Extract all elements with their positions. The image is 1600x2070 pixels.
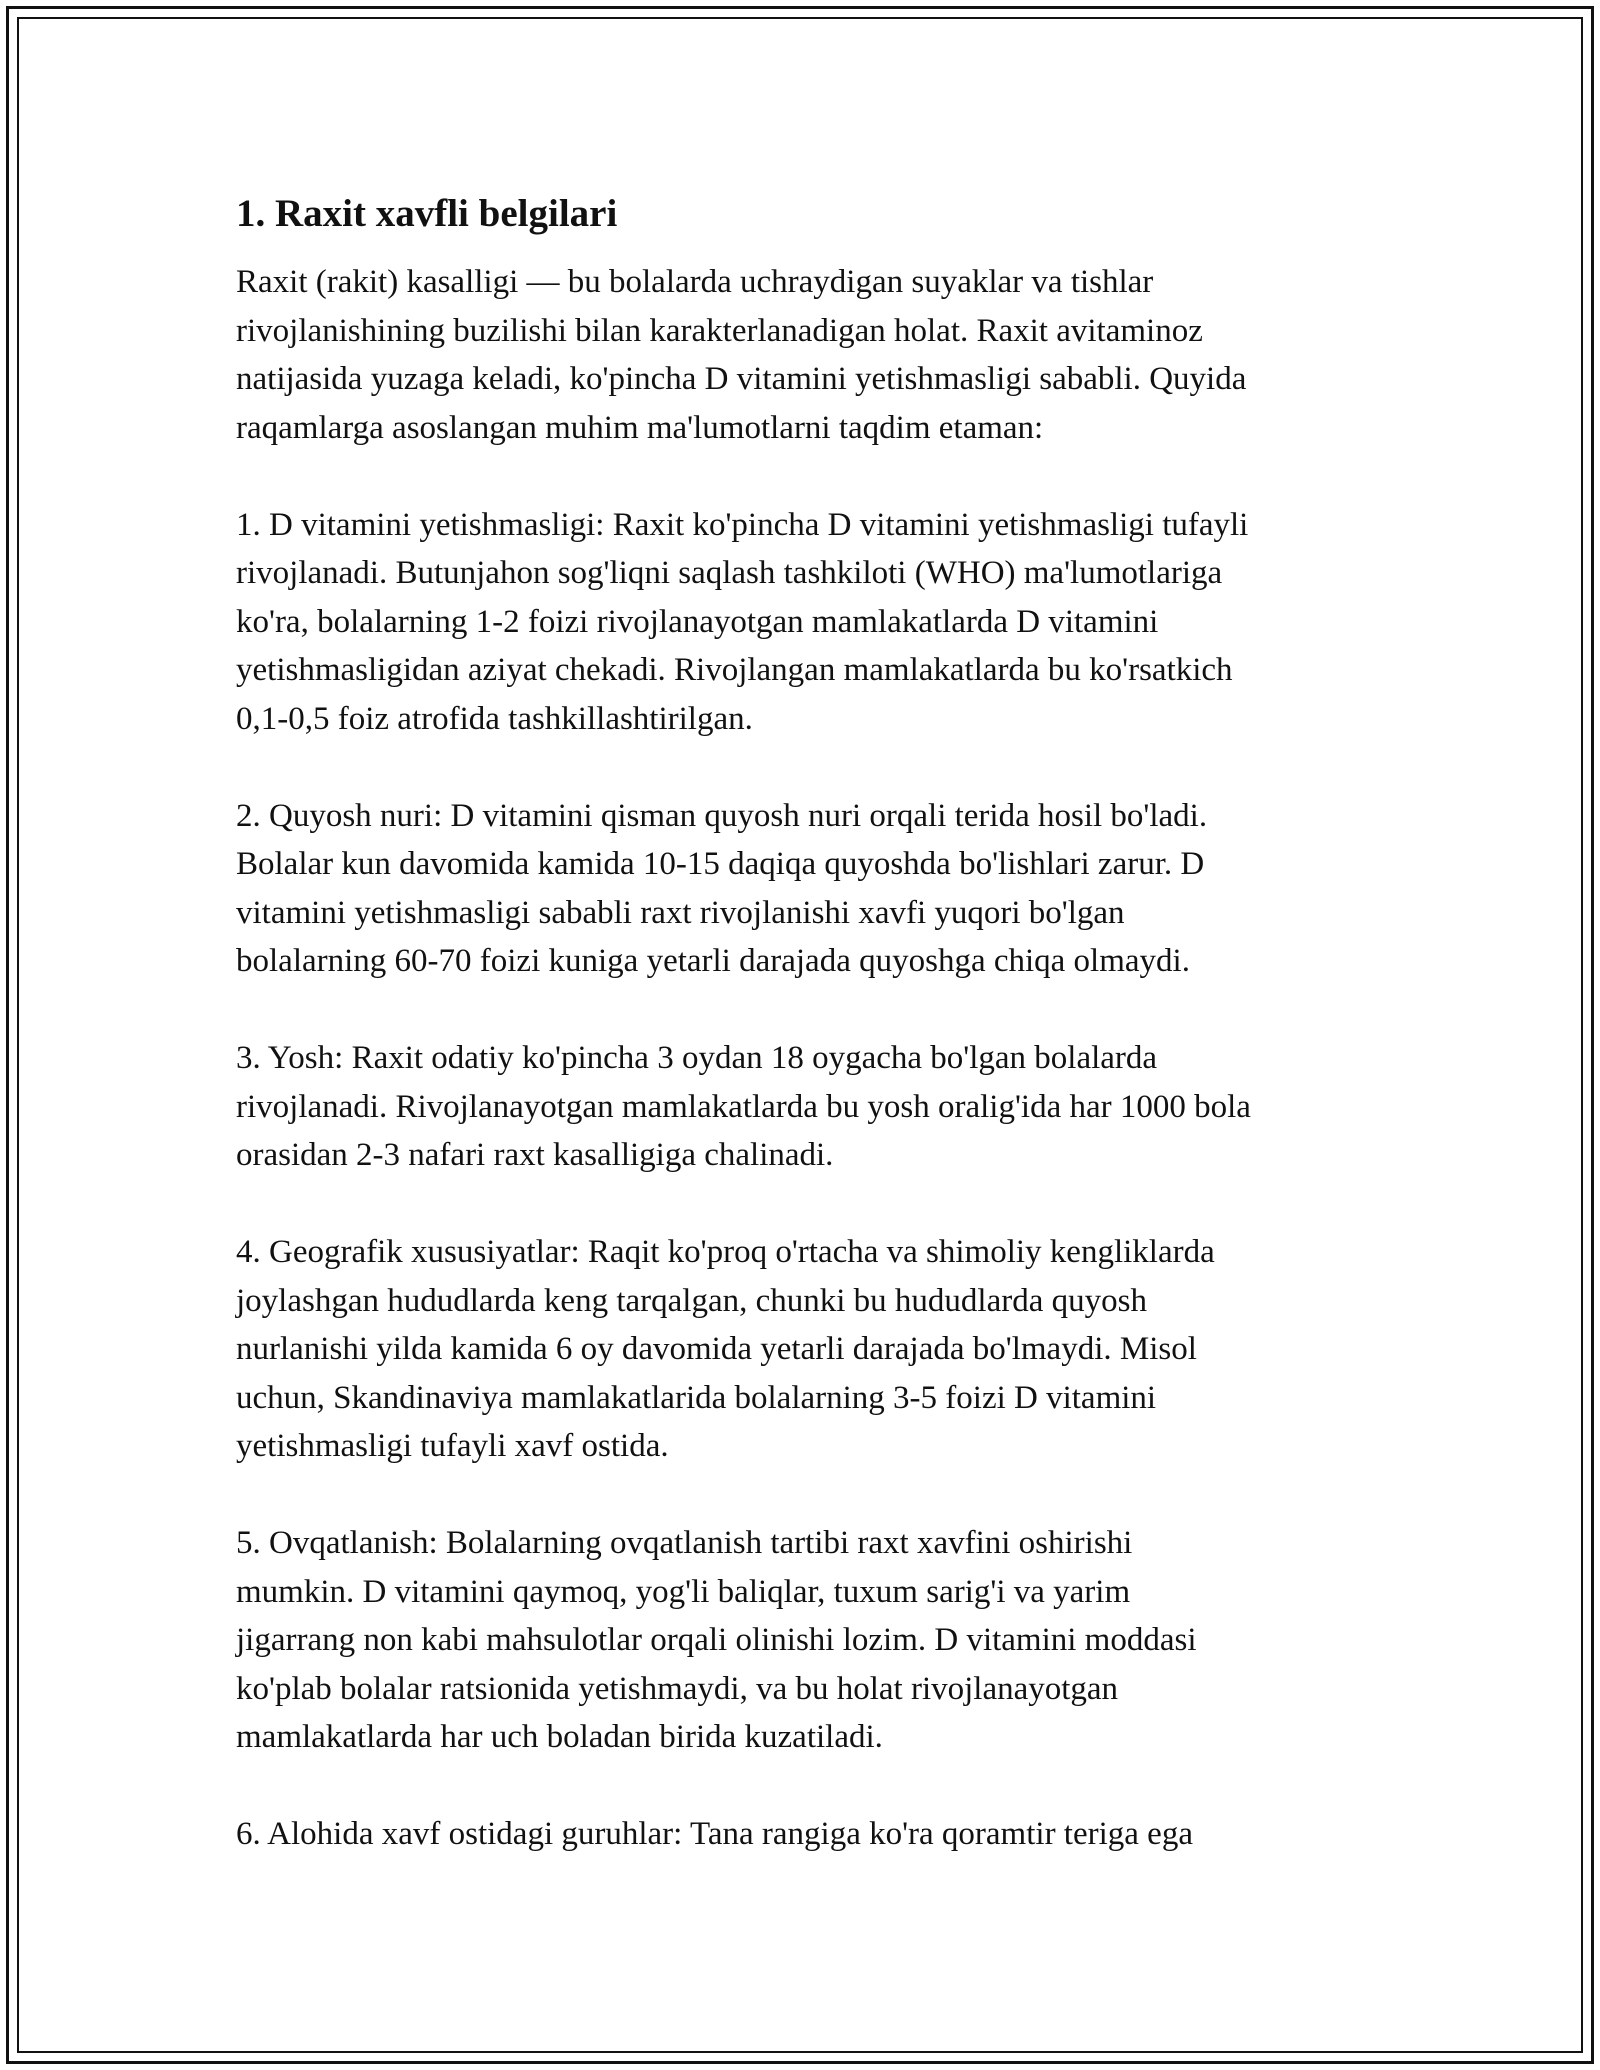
paragraph-line: joylashgan hududlarda keng tarqalgan, chunki bu hududlarda quyosh <box>236 1282 1147 1319</box>
paragraph-line: raqamlarga asoslangan muhim ma'lumotlarni taqdim etaman: <box>236 409 1044 446</box>
paragraph-6 <box>236 1519 1376 1762</box>
paragraph-line: uchun, Skandinaviya mamlakatlarida bolalarning 3-5 foizi D vitamini <box>236 1379 1157 1416</box>
paragraph-line: nurlanishi yilda kamida 6 oy davomida yetarli darajada bo'lmaydi. Misol <box>236 1331 1197 1367</box>
paragraph-line: yetishmasligidan aziyat chekadi. Rivojlangan mamlakatlarda bu ko'rsatkich <box>236 652 1233 688</box>
paragraph-line: vitamini yetishmasligi sababli raxt rivojlanishi xavfi yuqori bo'lgan <box>236 894 1125 931</box>
paragraph-list <box>236 258 1376 1859</box>
paragraph-line: rivojlanadi. Butunjahon sog'liqni saqlash tashkiloti (WHO) ma'lumotlariga <box>236 555 1223 591</box>
paragraph-line: 1. D vitamini yetishmasligi: Raxit ko'pincha D vitamini yetishmasligi tufayli <box>236 506 1249 543</box>
paragraph-7 <box>236 1810 1376 1859</box>
paragraph-4 <box>236 1034 1376 1180</box>
paragraph-2 <box>236 501 1376 744</box>
paragraph-line: jigarrang non kabi mahsulotlar orqali olinishi lozim. D vitamini moddasi <box>236 1622 1197 1658</box>
paragraph-line: ko'plab bolalar ratsionida yetishmaydi, va bu holat rivojlanayotgan <box>236 1670 1119 1707</box>
paragraph-line: 5. Ovqatlanish: Bolalarning ovqatlanish tartibi raxt xavfini oshirishi <box>236 1525 1133 1561</box>
paragraph-line: natijasida yuzaga keladi, ko'pincha D vitamini yetishmasligi sababli. Quyida <box>236 361 1247 397</box>
paragraph-line: 2. Quyosh nuri: D vitamini qisman quyosh nuri orqali terida hosil bo'ladi. <box>236 797 1208 834</box>
paragraph-line: bolalarning 60-70 foizi kuniga yetarli darajada quyoshga chiqa olmaydi. <box>236 943 1190 979</box>
paragraph-line: yetishmasligi tufayli xavf ostida. <box>236 1428 669 1464</box>
paragraph-1 <box>236 258 1376 452</box>
paragraph-line: orasidan 2-3 nafari raxt kasalligiga chalinadi. <box>236 1137 834 1173</box>
paragraph-line: Bolalar kun davomida kamida 10-15 daqiqa quyoshda bo'lishlari zarur. D <box>236 846 1205 882</box>
paragraph-line: mamlakatlarda har uch boladan birida kuzatiladi. <box>236 1719 883 1755</box>
paragraph-line: 3. Yosh: Raxit odatiy ko'pincha 3 oydan 18 oygacha bo'lgan bolalarda <box>236 1040 1158 1076</box>
document-title: 1. Raxit xavfli belgilari <box>236 192 618 235</box>
paragraph-line: 0,1-0,5 foiz atrofida tashkillashtirilgan. <box>236 700 753 737</box>
paragraph-line: ko'ra, bolalarning 1-2 foizi rivojlanayotgan mamlakatlarda D vitamini <box>236 603 1159 640</box>
paragraph-3 <box>236 792 1376 986</box>
paragraph-5 <box>236 1228 1376 1471</box>
paragraph-line: 4. Geografik xususiyatlar: Raqit ko'proq o'rtacha va shimoliy kengliklarda <box>236 1234 1215 1270</box>
paragraph-line: 6. Alohida xavf ostidagi guruhlar: Tana rangiga ko'ra qoramtir teriga ega <box>236 1816 1193 1852</box>
document-body <box>236 188 1376 1907</box>
paragraph-line: rivojlanadi. Rivojlanayotgan mamlakatlarda bu yosh oralig'ida har 1000 bola <box>236 1088 1251 1125</box>
paragraph-line: Raxit (rakit) kasalligi — bu bolalarda uchraydigan suyaklar va tishlar <box>236 264 1154 300</box>
paragraph-line: mumkin. D vitamini qaymoq, yog'li baliqlar, tuxum sarig'i va yarim <box>236 1573 1131 1610</box>
paragraph-line: rivojlanishining buzilishi bilan karakterlanadigan holat. Raxit avitaminoz <box>236 312 1203 349</box>
